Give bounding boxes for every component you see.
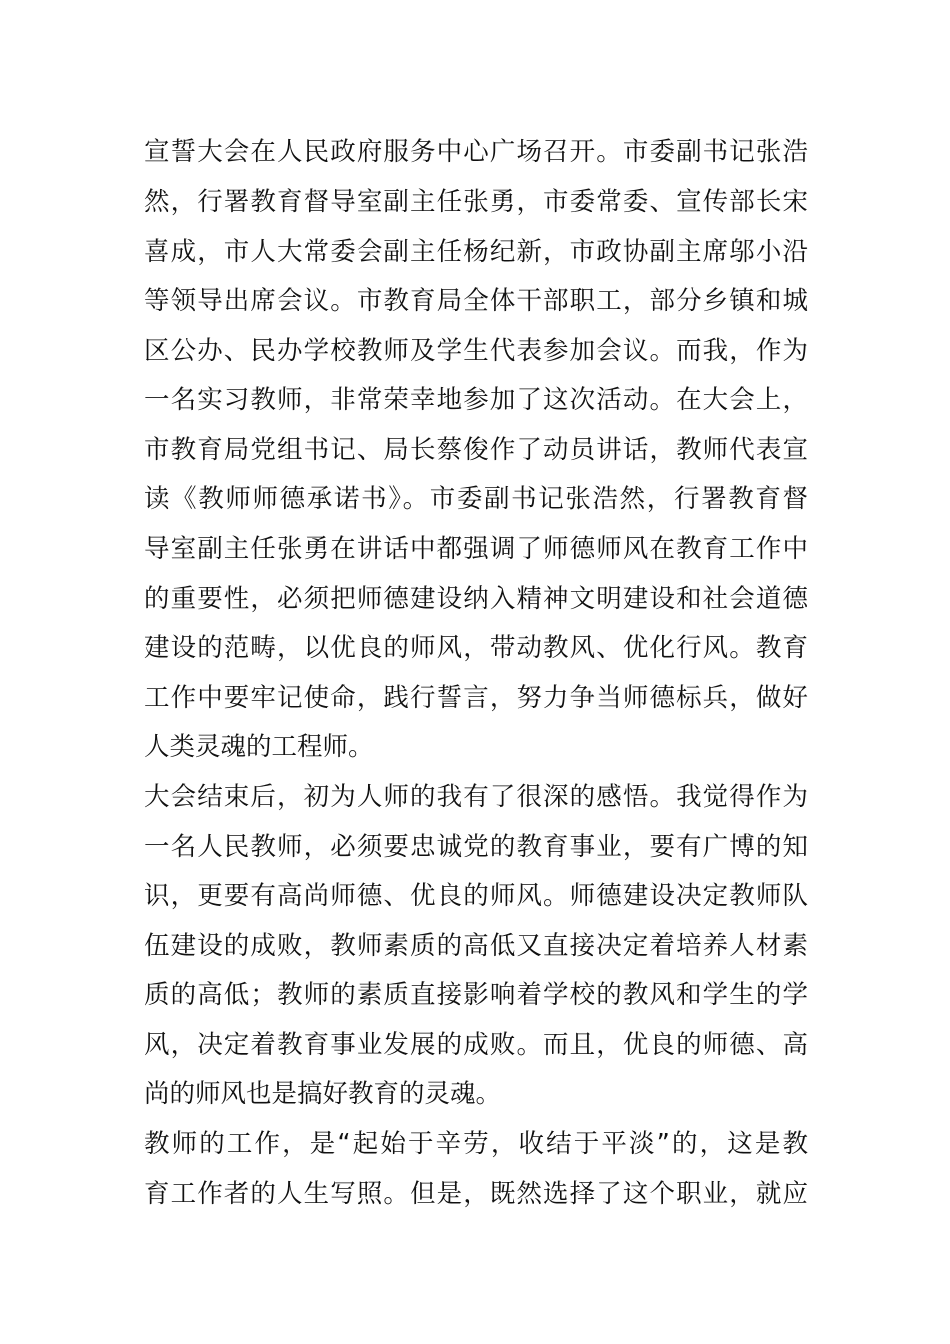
text-line: 工作中要牢记使命，践行誓言，努力争当师德标兵，做好: [144, 683, 808, 713]
text-line: 导室副主任张勇在讲话中都强调了师德师风在教育工作中: [144, 534, 808, 564]
text-line: 尚的师风也是搞好教育的灵魂。: [144, 1079, 502, 1109]
text-line: 喜成，市人大常委会副主任杨纪新，市政协副主席邬小沿: [144, 237, 808, 267]
text-line: 伍建设的成败，教师素质的高低又直接决定着培养人材素: [144, 931, 808, 961]
text-line: 等领导出席会议。市教育局全体干部职工，部分乡镇和城: [144, 286, 808, 316]
text-line: 大会结束后，初为人师的我有了很深的感悟。我觉得作为: [144, 782, 808, 812]
text-line: 一名实习教师，非常荣幸地参加了这次活动。在大会上，: [144, 385, 808, 415]
text-line: 市教育局党组书记、局长蔡俊作了动员讲话，教师代表宣: [144, 435, 808, 465]
text-line: 的重要性，必须把师德建设纳入精神文明建设和社会道德: [144, 584, 808, 614]
text-line: 识，更要有高尚师德、优良的师风。师德建设决定教师队: [144, 881, 808, 911]
text-line: 育工作者的人生写照。但是，既然选择了这个职业，就应: [144, 1179, 808, 1209]
text-line: 建设的范畴，以优良的师风，带动教风、优化行风。教育: [144, 633, 808, 663]
text-line: 质的高低；教师的素质直接影响着学校的教风和学生的学: [144, 980, 808, 1010]
text-line: 区公办、民办学校教师及学生代表参加会议。而我，作为: [144, 336, 808, 366]
text-line: 教师的工作，是“起始于辛劳，收结于平淡”的，这是教: [144, 1129, 808, 1159]
text-line: 风，决定着教育事业发展的成败。而且，优良的师德、高: [144, 1030, 808, 1060]
text-line: 然，行署教育督导室副主任张勇，市委常委、宣传部长宋: [144, 187, 808, 217]
text-line: 宣誓大会在人民政府服务中心广场召开。市委副书记张浩: [144, 137, 808, 167]
text-line: 读《教师师德承诺书》。市委副书记张浩然，行署教育督: [144, 484, 808, 514]
text-line: 一名人民教师，必须要忠诚党的教育事业，要有广博的知: [144, 832, 808, 862]
text-line: 人类灵魂的工程师。: [144, 732, 374, 762]
